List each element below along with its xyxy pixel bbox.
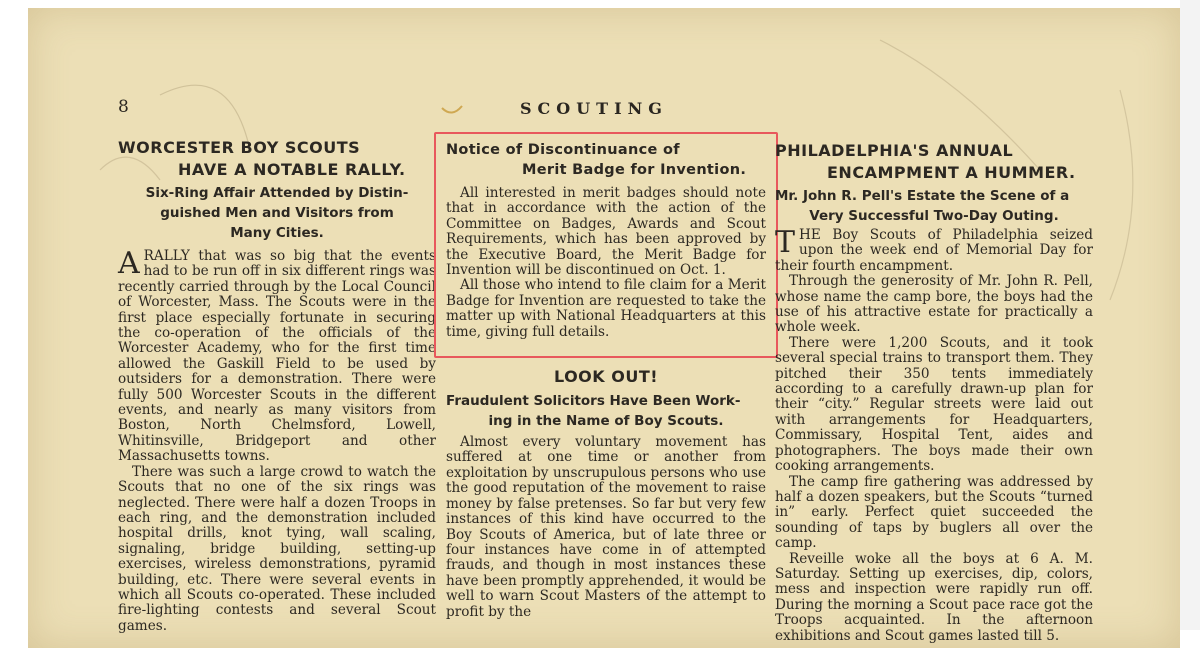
- notice-paragraph-2: All those who intend to file claim for a Merit Badge for Invention are requested to take the matter up with National Headquarters at this time, giving full details.: [446, 277, 766, 340]
- left-paragraph-1: RALLY that was so big that the events had to be run off in six different rings was recently carried through by the Local Council of Worcester, Mass. The Scouts were in the first place especially fortunate in securing the co-operation of the officials of the Worcester Academy, who for the first time allowed the Gaskill Field to be used by outsiders for a demonstration. There were fully 500 Worcester Scouts in the different events, and nearly as many visitors from Boston, North Chelmsford, Lowell, Whitinsville, Bridgeport and other Massachusetts towns.: [118, 248, 436, 465]
- left-paragraph-2: There was such a large crowd to watch the Scouts that no one of the six rings was neglected. There were half a dozen Troops in each ring, and the demonstration included hospital drills, knot tying, wall scaling, signaling, bridge building, setting-up exercises, wireless demonstrations, pyramid building, etc. There were several events in which all Scouts co-operated. These included fire-lighting contests and several Scout games.: [118, 463, 436, 634]
- right-headline-line-2: ENCAMPMENT A HUMMER.: [827, 163, 1076, 182]
- left-headline-line-2: HAVE A NOTABLE RALLY.: [178, 160, 406, 179]
- left-subheadline-2: guished Men and Visitors from: [160, 205, 394, 221]
- left-column: [118, 137, 436, 634]
- left-subheadline-3: Many Cities.: [230, 225, 324, 241]
- left-headline-line-1: WORCESTER BOY SCOUTS: [118, 138, 361, 157]
- right-subheadline-1: Mr. John R. Pell's Estate the Scene of a: [775, 188, 1070, 204]
- right-paragraph-5: Reveille woke all the boys at 6 A. M. Saturday. Setting up exercises, dip, colors, mess and inspection were rapidly run off. During the morning a Scout pace race got the Troops acquainted. In the afternoon exhibitions and Scout games lasted till 5.: [775, 550, 1093, 644]
- lookout-body: [446, 435, 766, 620]
- left-drop-cap: A: [118, 246, 140, 281]
- notice-paragraph-1: All interested in merit badges should note that in accordance with the action of the Committee on Badges, Awards and Scout Requirements, which has been approved by the Executive Board, the Merit Badge for Invention will be discontinued on Oct. 1.: [446, 185, 766, 279]
- notice-title-line-2: Merit Badge for Invention.: [522, 162, 747, 178]
- right-column: [775, 140, 1093, 644]
- lookout-subheadline-2: ing in the Name of Boy Scouts.: [488, 413, 724, 430]
- left-article-body: [118, 246, 436, 634]
- publication-title: SCOUTING: [520, 99, 668, 118]
- notice-title-line-1: Notice of Discontinuance of: [446, 142, 680, 158]
- right-paragraph-4: The camp fire gathering was addressed by half a dozen speakers, but the Scouts “turned in” early. Perfect quiet succeeded the sounding of taps by buglers all over the camp.: [775, 473, 1093, 552]
- lookout-subheadline-1: Fraudulent Solicitors Have Been Work-: [446, 393, 741, 410]
- right-headline-line-1: PHILADELPHIA'S ANNUAL: [775, 141, 1014, 160]
- page-number: 8: [118, 97, 129, 117]
- right-article-body: [775, 225, 1093, 644]
- highlight-box: [434, 132, 778, 358]
- right-subheadline-2: Very Successful Two-Day Outing.: [809, 208, 1059, 224]
- right-drop-cap: T: [775, 225, 796, 260]
- lookout-paragraph-1: Almost every voluntary movement has suffered at one time or another from exploitation by unscrupulous persons who use the good reputation of the movement to raise money by false pretenses. So far but very few instances of this kind have occurred to the Boy Scouts of America, but of late three or four instances have come in of attempted frauds, and though in most instances these have been promptly apprehended, it would be well to warn Scout Masters of the attempt to profit by the: [446, 434, 766, 620]
- left-subheadline-1: Six-Ring Affair Attended by Distin-: [145, 185, 409, 201]
- right-paragraph-2: Through the generosity of Mr. John R. Pell, whose name the camp bore, the boys had the use of his attractive estate for practically a whole week.: [775, 273, 1093, 336]
- page-margin: [1180, 0, 1200, 630]
- right-paragraph-3: There were 1,200 Scouts, and it took several special trains to transport them. They pitched their 350 tents immediately according to a carefully drawn-up plan for their “city.” Regular streets were laid out with arrangements for Headquarters, Commissary, Hospital Tent, aides and photographers. The boys made their own cooking arrangements.: [775, 334, 1093, 475]
- lookout-title: LOOK OUT!: [553, 367, 659, 387]
- right-paragraph-1: HE Boy Scouts of Philadelphia seized upon the week end of Memorial Day for their fourth encampment.: [775, 227, 1093, 274]
